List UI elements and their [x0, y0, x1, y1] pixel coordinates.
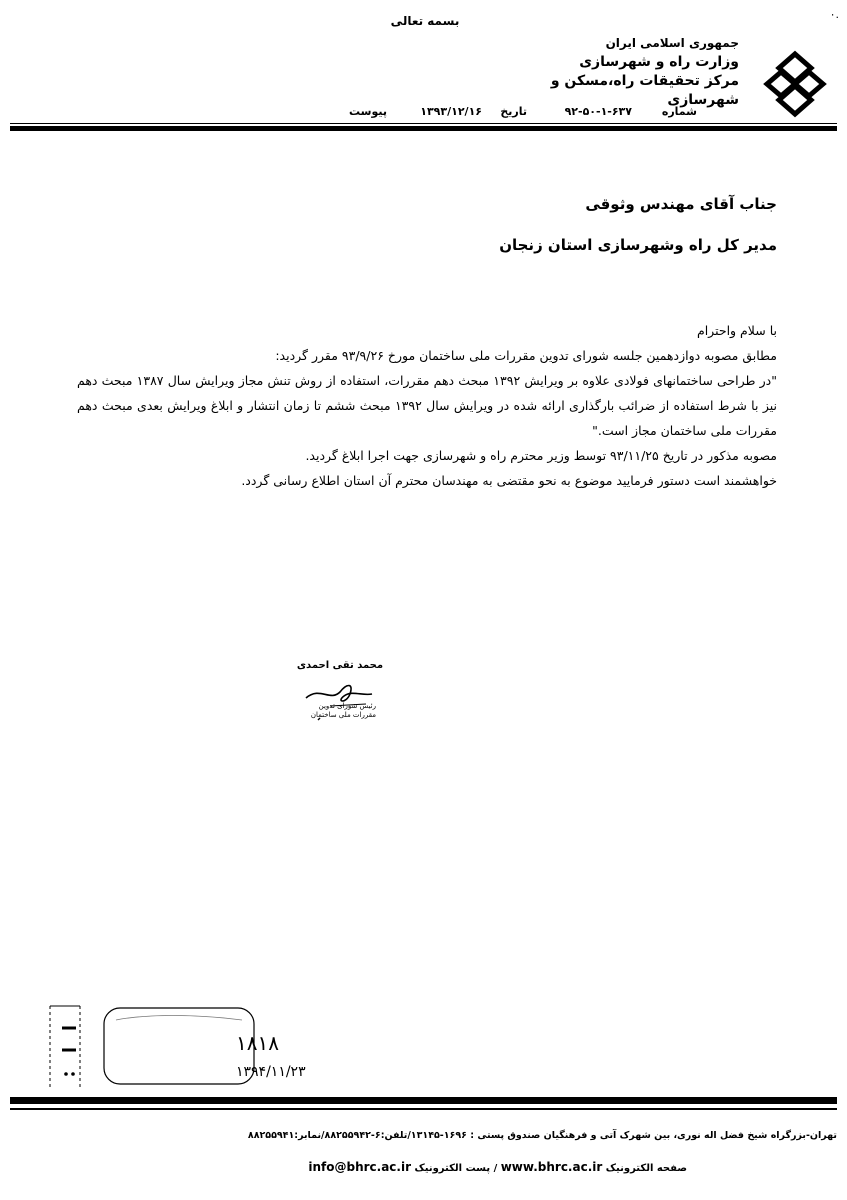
signatory-role-line1: رئیس شورای تدوین — [318, 702, 376, 710]
footer-rule-thin — [10, 1108, 837, 1110]
quoted-resolution: "در طراحی ساختمانهای فولادی علاوه بر ویرایش ۱۳۹۲ مبحث دهم مقررات، استفاده از روش تنش مجاز ویرایش سال ۱۳۸۷ مبحث دهم نیز با شرط استفاده از ضرائب بارگذاری ارائه شده در ویرایش سال ۱۳۹۲ مبحث ششم تا زمان انتشار و ابلاغ ویرایش بعدی مبحث دهم مقررات ملی ساختمان مجاز است." — [77, 373, 777, 438]
recipient-title: مدیر کل راه وشهرسازی استان زنجان — [499, 236, 777, 254]
recipient-name: جناب آقای مهندس وثوقی — [585, 195, 777, 213]
org-line-country: جمهوری اسلامی ایران — [605, 36, 739, 50]
header-rule — [10, 126, 837, 131]
date-label: تاریخ — [500, 105, 527, 118]
signatory-role — [306, 702, 376, 720]
invocation-text: بسمه تعالی — [390, 14, 460, 28]
footer-rule — [10, 1097, 837, 1104]
paragraph-notification: مصوبه مذکور در تاریخ ۹۳/۱۱/۲۵ توسط وزیر محترم راه و شهرسازی جهت اجرا ابلاغ گردید. — [305, 448, 777, 463]
number-label: شماره — [661, 105, 697, 118]
web-label: صفحه الکترونیک — [605, 1163, 687, 1174]
org-line-center: مرکز تحقیقات راه،مسکن و شهرسازی — [550, 73, 739, 108]
registration-stamp — [46, 1000, 306, 1092]
number-value: ۹۲-۵۰-۱-۶۳۷ — [564, 105, 632, 118]
letter-meta-line — [277, 105, 697, 123]
attachment-label: پیوست — [349, 105, 387, 118]
organization-logo-icon — [759, 48, 831, 120]
web-url-link[interactable]: www.bhrc.ac.ir — [500, 1160, 603, 1174]
footer-web-line: صفحه الکترونیک www.bhrc.ac.ir / پست الکترونیک info@bhrc.ac.ir — [308, 1160, 687, 1174]
header-rule-thin — [10, 123, 837, 124]
paragraph-request: خواهشمند است دستور فرمایید موضوع به نحو مقتضی به مهندسان محترم آن استان اطلاع رسانی گردد. — [241, 473, 777, 488]
email-label: پست الکترونیک — [414, 1163, 491, 1174]
stamp-number: ۱۸۱۸ — [236, 1031, 279, 1055]
letter-body — [77, 318, 777, 493]
greeting: با سلام واحترام — [696, 323, 777, 338]
stamp-date: ۱۳۹۴/۱۱/۲۳ — [236, 1064, 306, 1080]
corner-mark: ۰. — [829, 8, 839, 21]
org-line-ministry: وزارت راه و شهرسازی — [579, 54, 739, 70]
email-link[interactable]: info@bhrc.ac.ir — [308, 1160, 412, 1174]
signatory-name: محمد تقی احمدی — [296, 660, 384, 671]
footer-address: تهران-بزرگراه شیخ فضل اله نوری، بین شهرک آتی و فرهنگیان صندوق پستی : ۱۶۹۶-۱۳۱۴۵/تلفن:۶-۸۸۲۵۵۹۴۲/نمابر:۸۸۲۵۵۹۴۱ — [247, 1130, 837, 1141]
organization-block — [479, 34, 739, 110]
date-value: ۱۳۹۳/۱۲/۱۶ — [420, 105, 482, 118]
paragraph-resolution: مطابق مصوبه دوازدهمین جلسه شورای تدوین مقررات ملی ساختمان مورخ ۹۳/۹/۲۶ مقرر گردید: — [275, 348, 777, 363]
signatory-role-line2: مقررات ملی ساختمان — [310, 711, 376, 719]
